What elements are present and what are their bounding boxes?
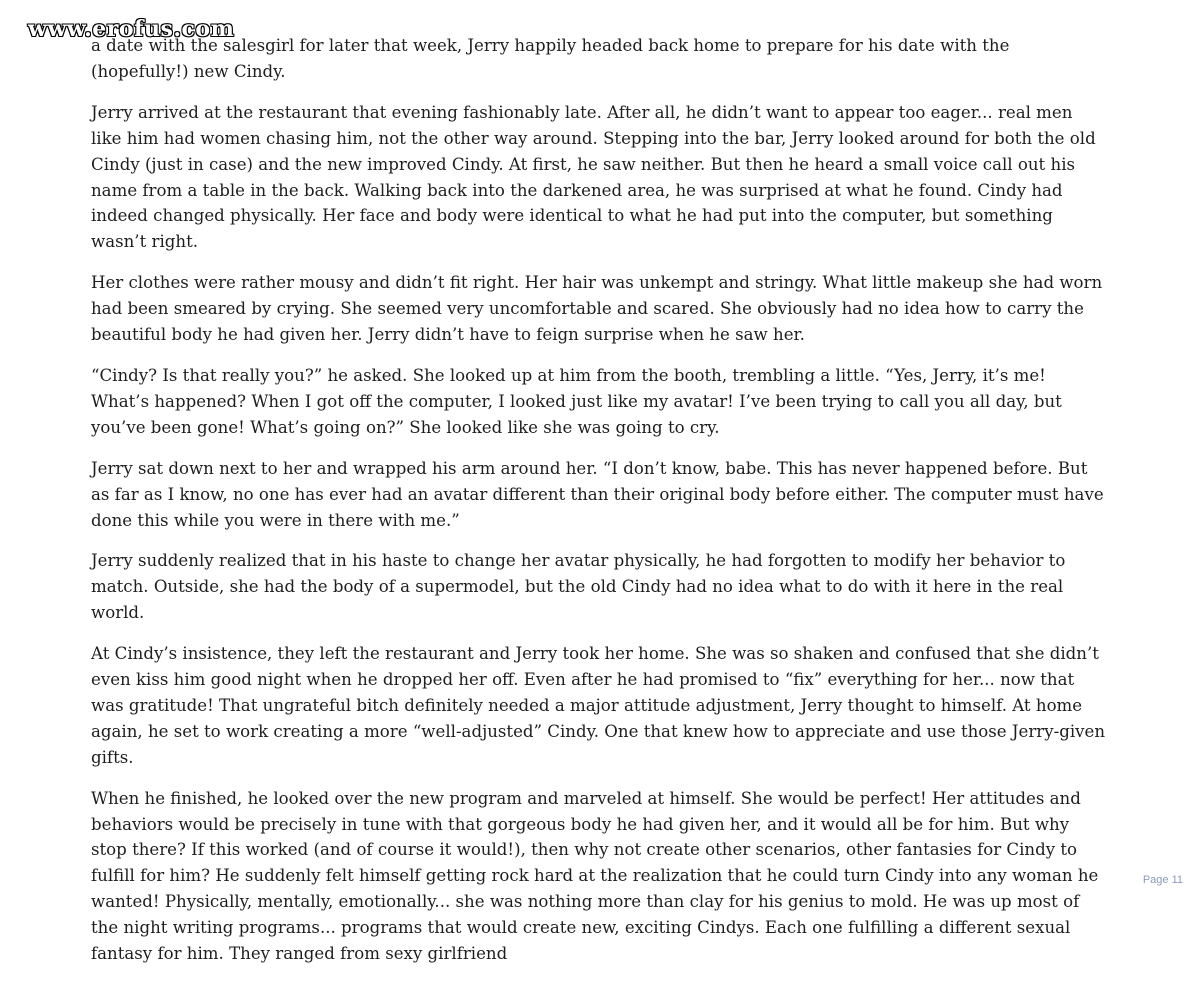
- paragraph: Jerry suddenly realized that in his haste to change her avatar physically, he had forgotten to modify her behavior to match. Outside, she had the body of a supermodel, but the old Cindy had no idea what to do with it here in the real world.: [91, 551, 1066, 623]
- body-text: [91, 33, 1106, 982]
- paragraph: When he finished, he looked over the new program and marveled at himself. She would be perfect! Her attitudes and behaviors would be precisely in tune with that gorgeous body he had given her, and it would all be for him. But why stop there? If this worked (and of course it would!), then why not create other scenarios, other fantasies for Cindy to fulfill for him? He suddenly felt himself getting rock hard at the realization that he could turn Cindy into any woman he wanted! Physically, mentally, emotionally... she was nothing more than clay for his genius to mold. He was up most of the night writing programs... programs that would create new, exciting Cindys. Each one fulfilling a different sexual fantasy for him. They ranged from sexy girlfriend: [91, 788, 1099, 964]
- paragraph: Jerry arrived at the restaurant that evening fashionably late. After all, he didn’t want to appear too eager... real men like him had women chasing him, not the other way around. Stepping into the bar, Jerry looked around for both the old Cindy (just in case) and the new improved Cindy. At first, he saw neither. But then he heard a small voice call out his name from a table in the back. Walking back into the darkened area, he was surprised at what he found. Cindy had indeed changed physically. Her face and body were identical to what he had put into the computer, but something wasn’t right.: [91, 102, 1096, 252]
- paragraph: “Cindy? Is that really you?” he asked. She looked up at him from the booth, trembling a little. “Yes, Jerry, it’s me! What’s happened? When I got off the computer, I looked just like my avatar! I’ve been trying to call you all day, but you’ve been gone! What’s going on?” She looked like she was going to cry.: [91, 365, 1062, 437]
- paragraph: Jerry sat down next to her and wrapped his arm around her. “I don’t know, babe. This has never happened before. But as far as I know, no one has ever had an avatar different than their original body before either. The computer must have done this while you were in there with me.”: [91, 458, 1104, 530]
- paragraph: At Cindy’s insistence, they left the restaurant and Jerry took her home. She was so shaken and confused that she didn’t even kiss him good night when he dropped her off. Even after he had promised to “fix” everything for her... now that was gratitude! That ungrateful bitch definitely needed a major attitude adjustment, Jerry thought to himself. At home again, he set to work creating a more “well-adjusted” Cindy. One that knew how to appreciate and use those Jerry-given gifts.: [91, 644, 1106, 767]
- paragraph: Her clothes were rather mousy and didn’t fit right. Her hair was unkempt and stringy. What little makeup she had worn had been smeared by crying. She seemed very uncomfortable and scared. She obviously had no idea how to carry the beautiful body he had given her. Jerry didn’t have to feign surprise when he saw her.: [91, 273, 1103, 345]
- page-number: Page 11: [1142, 874, 1183, 886]
- watermark: www.erofus.com: [28, 16, 235, 42]
- paragraph: a date with the salesgirl for later that week, Jerry happily headed back home to prepare for his date with the (hopefully!) new Cindy.: [91, 36, 1010, 81]
